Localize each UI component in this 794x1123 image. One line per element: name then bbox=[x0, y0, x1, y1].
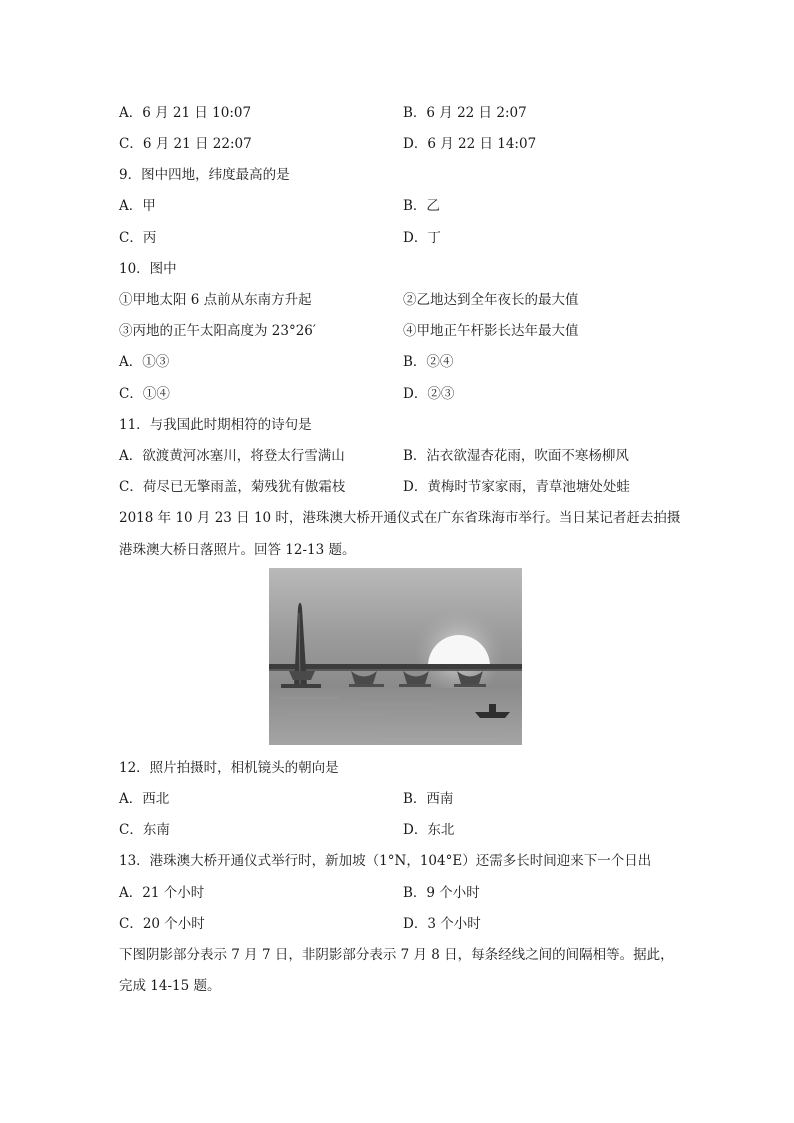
q12-stem: 12．照片拍摄时，相机镜头的朝向是 bbox=[119, 760, 339, 776]
q9-option-a: A．甲 bbox=[119, 198, 156, 214]
q10-statement-2: ②乙地达到全年夜长的最大值 bbox=[403, 292, 579, 308]
q8-option-b: B．6 月 22 日 2:07 bbox=[403, 105, 527, 121]
q10-statement-4: ④甲地正午杆影长达年最大值 bbox=[403, 323, 579, 339]
q8-option-a: A．6 月 21 日 10:07 bbox=[119, 105, 252, 121]
q10-option-a: A．①③ bbox=[119, 354, 170, 370]
q12-option-b: B．西南 bbox=[403, 791, 454, 807]
q13-option-b: B．9 个小时 bbox=[403, 885, 480, 901]
q11-stem: 11．与我国此时期相符的诗句是 bbox=[119, 417, 312, 433]
q11-option-b: B．沾衣欲湿杏花雨，吹面不寒杨柳风 bbox=[403, 448, 629, 464]
q13-option-c: C．20 个小时 bbox=[119, 916, 205, 932]
q8-option-d: D．6 月 22 日 14:07 bbox=[403, 136, 537, 152]
q9-option-c: C．丙 bbox=[119, 230, 157, 246]
q10-option-d: D．②③ bbox=[403, 386, 455, 402]
q12-option-c: C．东南 bbox=[119, 822, 170, 838]
q10-statement-3: ③丙地的正午太阳高度为 23°26′ bbox=[119, 323, 316, 339]
q13-stem: 13．港珠澳大桥开通仪式举行时，新加坡（1°N，104°E）还需多长时间迎来下一个日出 bbox=[119, 853, 652, 869]
q10-option-c: C．①④ bbox=[119, 386, 170, 402]
q13-option-a: A．21 个小时 bbox=[119, 885, 205, 901]
q13-option-d: D．3 个小时 bbox=[403, 916, 481, 932]
q10-option-b: B．②④ bbox=[403, 354, 454, 370]
q10-statement-1: ①甲地太阳 6 点前从东南方升起 bbox=[119, 292, 312, 308]
q12-option-a: A．西北 bbox=[119, 791, 170, 807]
q11-option-d: D．黄梅时节家家雨，青草池塘处处蛙 bbox=[403, 479, 630, 495]
q11-option-a: A．欲渡黄河冰塞川，将登太行雪满山 bbox=[119, 448, 345, 464]
intro-14-15-line-2: 完成 14-15 题。 bbox=[119, 978, 221, 994]
intro-12-13-line-1: 2018 年 10 月 23 日 10 时，港珠澳大桥开通仪式在广东省珠海市举行。当日某记者赶去拍摄 bbox=[119, 510, 681, 526]
q9-stem: 9．图中四地，纬度最高的是 bbox=[119, 167, 290, 183]
q12-option-d: D．东北 bbox=[403, 822, 455, 838]
q8-option-c: C．6 月 21 日 22:07 bbox=[119, 136, 252, 152]
bridge-sunset-photo bbox=[269, 568, 522, 745]
intro-12-13-line-2: 港珠澳大桥日落照片。回答 12-13 题。 bbox=[119, 542, 356, 558]
q9-option-b: B．乙 bbox=[403, 198, 440, 214]
q9-option-d: D．丁 bbox=[403, 230, 441, 246]
q10-stem: 10．图中 bbox=[119, 261, 177, 277]
intro-14-15-line-1: 下图阴影部分表示 7 月 7 日，非阴影部分表示 7 月 8 日，每条经线之间的间隔相等。据此， bbox=[119, 947, 674, 963]
q11-option-c: C．荷尽已无擎雨盖，菊残犹有傲霜枝 bbox=[119, 479, 346, 495]
